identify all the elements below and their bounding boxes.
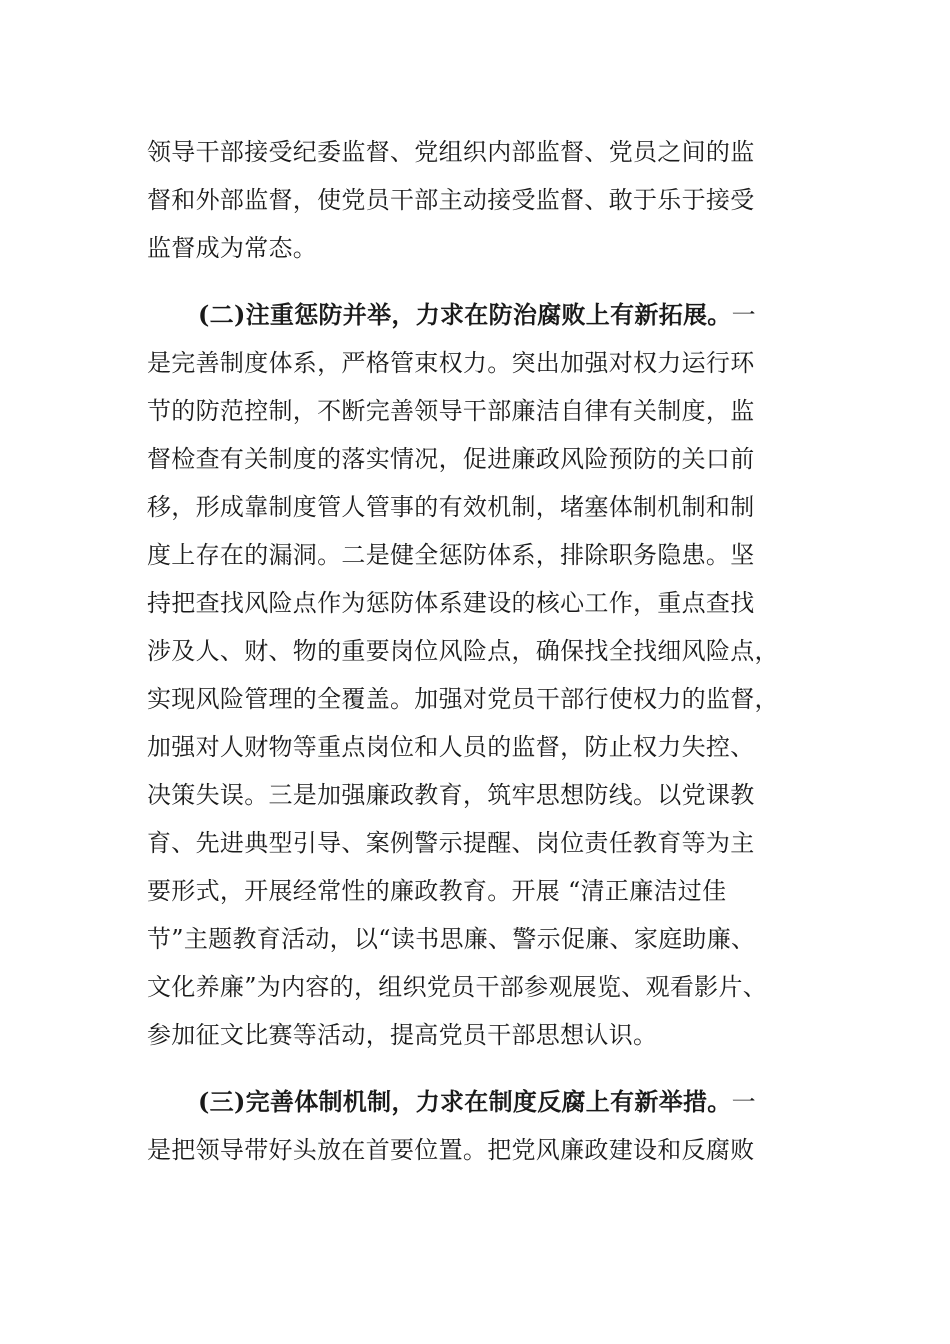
section-heading-text: (三)完善体制机制，力求在制度反腐上有新举措。 — [198, 1087, 732, 1116]
text-line: 持把查找风险点作为惩防体系建设的核心工作，重点查找 — [147, 589, 755, 617]
text-line: 督检查有关制度的落实情况，促进廉政风险预防的关口前 — [147, 445, 755, 473]
section-heading-text: (二)注重惩防并举，力求在防治腐败上有新拓展。 — [198, 300, 732, 329]
text-line: 决策失误。三是加强廉政教育，筑牢思想防线。以党课教 — [147, 781, 755, 809]
text-line: 育、先进典型引导、案例警示提醒、岗位责任教育等为主 — [147, 829, 755, 857]
text-line: 度上存在的漏洞。二是健全惩防体系，排除职务隐患。坚 — [147, 541, 755, 569]
text-line: 涉及人、财、物的重要岗位风险点，确保找全找细风险点， — [147, 637, 779, 665]
text-line: 参加征文比赛等活动，提高党员干部思想认识。 — [147, 1021, 658, 1049]
text-line: 督和外部监督，使党员干部主动接受监督、敢于乐于接受 — [147, 186, 755, 214]
text-line: 监督成为常态。 — [147, 234, 318, 262]
text-line: 实现风险管理的全覆盖。加强对党员干部行使权力的监督， — [147, 685, 779, 713]
section-heading-tail: 一 — [731, 301, 756, 329]
text-line: 移，形成靠制度管人管事的有效机制，堵塞体制机制和制 — [147, 493, 755, 521]
text-line: 领导干部接受纪委监督、党组织内部监督、党员之间的监 — [147, 138, 755, 166]
text-line: 要形式，开展经常性的廉政教育。开展 “清正廉洁过佳 — [147, 877, 727, 905]
text-line: 加强对人财物等重点岗位和人员的监督，防止权力失控、 — [147, 733, 755, 761]
section-heading-2 — [198, 300, 756, 330]
section-heading-tail: 一 — [731, 1088, 756, 1116]
section-heading-3 — [198, 1087, 756, 1117]
text-line: 是把领导带好头放在首要位置。把党风廉政建设和反腐败 — [147, 1136, 755, 1164]
text-line: 文化养廉”为内容的，组织党员干部参观展览、观看影片、 — [147, 973, 768, 1001]
text-line: 节”主题教育活动，以“读书思廉、警示促廉、家庭助廉、 — [147, 925, 756, 953]
text-line: 是完善制度体系，严格管束权力。突出加强对权力运行环 — [147, 349, 755, 377]
text-line: 节的防范控制，不断完善领导干部廉洁自律有关制度，监 — [147, 397, 755, 425]
